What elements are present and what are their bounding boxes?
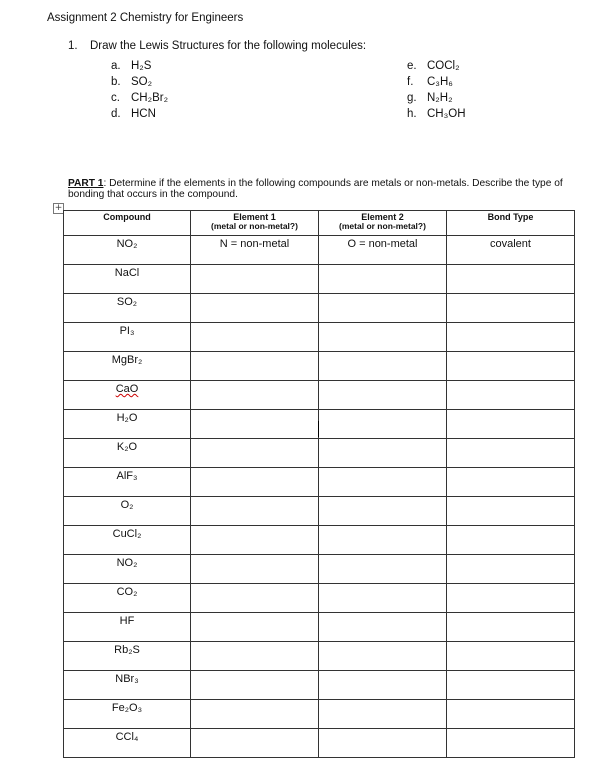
header-element2: Element 2 (metal or non-metal?)	[319, 211, 447, 236]
list-item: f. C₃H₆	[407, 76, 453, 88]
compound-cell[interactable]: CuCl₂	[64, 526, 191, 555]
table-row	[64, 323, 575, 352]
bond-type-cell[interactable]	[447, 410, 575, 439]
bond-type-cell[interactable]	[447, 642, 575, 671]
bond-type-cell[interactable]	[447, 497, 575, 526]
bond-type-cell[interactable]	[447, 265, 575, 294]
element1-cell[interactable]	[191, 497, 319, 526]
document-title: Assignment 2 Chemistry for Engineers	[47, 12, 244, 24]
compound-cell[interactable]: O₂	[64, 497, 191, 526]
example-row	[64, 236, 575, 265]
element1-cell[interactable]	[191, 700, 319, 729]
compound-cell[interactable]: NO₂	[64, 236, 191, 265]
element1-cell[interactable]	[191, 294, 319, 323]
molecule-list-left	[111, 58, 168, 122]
element1-cell[interactable]	[191, 584, 319, 613]
compound-cell[interactable]: NBr₃	[64, 671, 191, 700]
compound-cell[interactable]: K₂O	[64, 439, 191, 468]
element1-cell[interactable]	[191, 265, 319, 294]
element1-cell[interactable]	[191, 323, 319, 352]
compound-cell[interactable]: H₂O	[64, 410, 191, 439]
bond-type-cell[interactable]	[447, 439, 575, 468]
text-cursor	[318, 421, 319, 437]
bond-type-cell[interactable]	[447, 729, 575, 758]
element2-cell[interactable]	[319, 265, 447, 294]
molecule-list-right	[407, 58, 466, 122]
element2-cell[interactable]	[319, 700, 447, 729]
part1-instructions	[68, 178, 568, 200]
element1-cell[interactable]	[191, 468, 319, 497]
compound-cell[interactable]: NaCl	[64, 265, 191, 294]
list-item: b. SO₂	[111, 76, 153, 88]
element1-cell[interactable]	[191, 381, 319, 410]
element2-cell[interactable]	[319, 729, 447, 758]
element2-cell[interactable]	[319, 584, 447, 613]
bond-type-cell[interactable]	[447, 323, 575, 352]
bond-type-cell[interactable]	[447, 613, 575, 642]
element1-cell[interactable]	[191, 613, 319, 642]
question-number: 1.	[68, 40, 78, 52]
table-row	[64, 439, 575, 468]
element1-cell[interactable]	[191, 439, 319, 468]
element2-cell[interactable]	[319, 468, 447, 497]
bond-type-cell[interactable]	[447, 555, 575, 584]
bond-type-cell[interactable]	[447, 381, 575, 410]
table-row	[64, 265, 575, 294]
table-row	[64, 497, 575, 526]
element2-cell[interactable]	[319, 439, 447, 468]
question-1	[68, 40, 366, 52]
element1-cell[interactable]	[191, 526, 319, 555]
element2-cell[interactable]	[319, 410, 447, 439]
element2-cell[interactable]	[319, 526, 447, 555]
compound-cell[interactable]: MgBr₂	[64, 352, 191, 381]
compound-cell[interactable]: Rb₂S	[64, 642, 191, 671]
element1-cell[interactable]	[191, 642, 319, 671]
compound-cell[interactable]: HF	[64, 613, 191, 642]
list-item: e. COCl₂	[407, 60, 460, 72]
table-row	[64, 410, 575, 439]
element1-cell[interactable]	[191, 352, 319, 381]
table-row	[64, 584, 575, 613]
element1-cell[interactable]	[191, 555, 319, 584]
header-bond-type: Bond Type	[447, 211, 575, 236]
question-text: Draw the Lewis Structures for the following molecules:	[90, 40, 367, 52]
table-row	[64, 294, 575, 323]
element2-cell[interactable]	[319, 497, 447, 526]
compound-cell[interactable]: PI₃	[64, 323, 191, 352]
compound-cell[interactable]: Fe₂O₃	[64, 700, 191, 729]
table-header-row	[64, 211, 575, 236]
compound-cell[interactable]: AlF₃	[64, 468, 191, 497]
element1-cell[interactable]: N = non-metal	[191, 236, 319, 265]
element1-cell[interactable]	[191, 410, 319, 439]
bond-type-cell[interactable]: covalent	[447, 236, 575, 265]
table-row	[64, 526, 575, 555]
header-element1: Element 1 (metal or non-metal?)	[191, 211, 319, 236]
table-row	[64, 700, 575, 729]
element1-cell[interactable]	[191, 671, 319, 700]
table-row	[64, 729, 575, 758]
bond-type-cell[interactable]	[447, 526, 575, 555]
bond-type-cell[interactable]	[447, 294, 575, 323]
compound-table	[63, 210, 575, 758]
header-compound: Compound	[64, 211, 191, 236]
element1-cell[interactable]	[191, 729, 319, 758]
part1-label: PART 1	[68, 178, 104, 189]
list-item: g. N₂H₂	[407, 92, 453, 104]
table-row	[64, 671, 575, 700]
compound-cell[interactable]: CaO	[64, 381, 191, 410]
part1-text: : Determine if the elements in the following compounds are metals or non-metals. Describe the type of bonding that occurs in the compound.	[68, 178, 563, 200]
table-row	[64, 555, 575, 584]
table-row	[64, 642, 575, 671]
element2-cell[interactable]	[319, 294, 447, 323]
compound-cell[interactable]: CCl₄	[64, 729, 191, 758]
bond-type-cell[interactable]	[447, 584, 575, 613]
element2-cell[interactable]	[319, 323, 447, 352]
bond-type-cell[interactable]	[447, 700, 575, 729]
element2-cell[interactable]	[319, 642, 447, 671]
element2-cell[interactable]	[319, 381, 447, 410]
list-item: c. CH₂Br₂	[111, 92, 169, 104]
element2-cell[interactable]: O = non-metal	[319, 236, 447, 265]
bond-type-cell[interactable]	[447, 468, 575, 497]
element2-cell[interactable]	[319, 352, 447, 381]
bond-type-cell[interactable]	[447, 671, 575, 700]
element2-cell[interactable]	[319, 613, 447, 642]
element2-cell[interactable]	[319, 671, 447, 700]
table-row	[64, 381, 575, 410]
list-item: h. CH₃OH	[407, 108, 466, 120]
list-item: a. H₂S	[111, 60, 152, 72]
table-row	[64, 468, 575, 497]
bond-type-cell[interactable]	[447, 352, 575, 381]
compound-cell[interactable]: NO₂	[64, 555, 191, 584]
compound-cell[interactable]: CO₂	[64, 584, 191, 613]
element2-cell[interactable]	[319, 555, 447, 584]
table-row	[64, 613, 575, 642]
list-item: d. HCN	[111, 108, 156, 120]
compound-cell[interactable]: SO₂	[64, 294, 191, 323]
table-move-handle-icon[interactable]: +	[54, 203, 63, 213]
table-row	[64, 352, 575, 381]
